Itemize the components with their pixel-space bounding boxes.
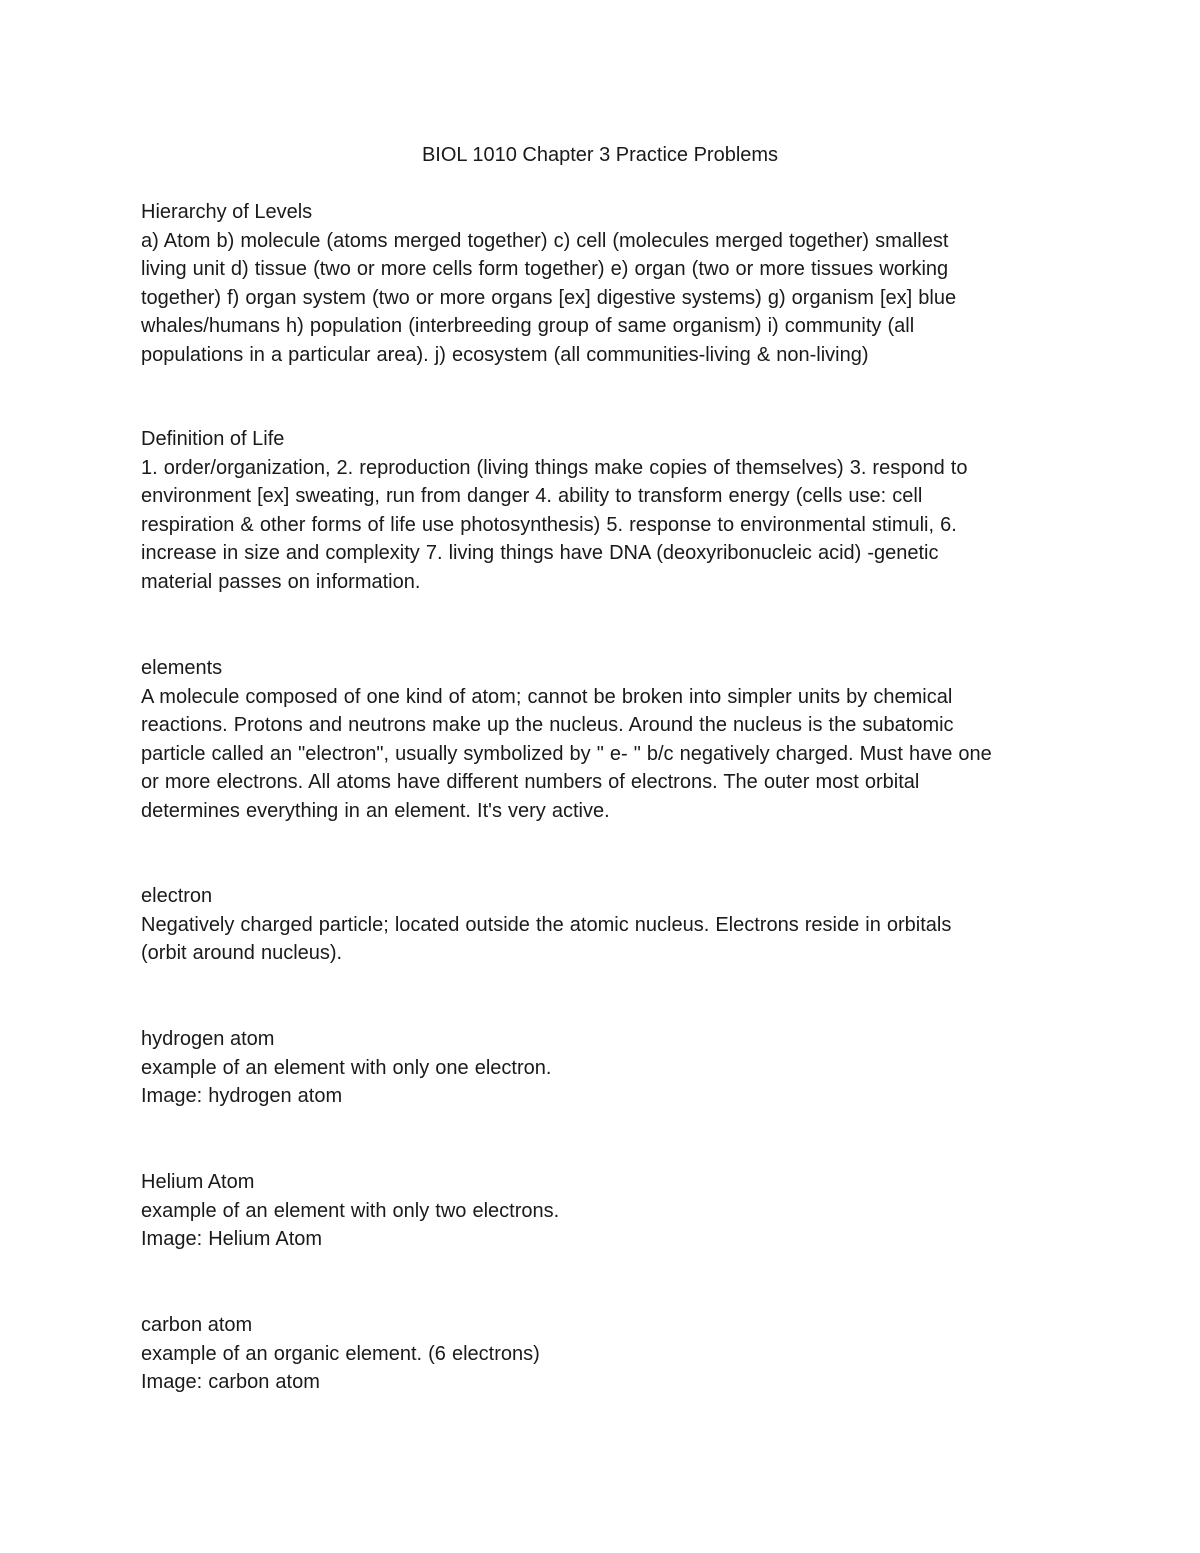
section-line: example of an organic element. (6 electrons)	[141, 1342, 540, 1365]
section-electron	[141, 882, 1061, 968]
section-line: a) Atom b) molecule (atoms merged together) c) cell (molecules merged together) smallest	[141, 229, 949, 252]
section-line: respiration & other forms of life use photosynthesis) 5. response to environmental stimuli, 6.	[141, 513, 957, 536]
section-line: Negatively charged particle; located outside the atomic nucleus. Electrons reside in orbitals	[141, 913, 952, 936]
section-definition-of-life	[141, 425, 1061, 596]
section-line: material passes on information.	[141, 570, 421, 593]
section-line: Image: carbon atom	[141, 1371, 320, 1393]
section-line: living unit d) tissue (two or more cells form together) e) organ (two or more tissues working	[141, 258, 949, 280]
section-line: whales/humans h) population (interbreeding group of same organism) i) community (all	[141, 315, 915, 337]
section-carbon-atom	[141, 1311, 1061, 1397]
section-heading: electron	[141, 885, 213, 907]
section-heading: Hierarchy of Levels	[141, 201, 313, 223]
document-title: BIOL 1010 Chapter 3 Practice Problems	[421, 144, 779, 166]
section-line: determines everything in an element. It's very active.	[141, 799, 610, 822]
section-heading: hydrogen atom	[141, 1028, 275, 1050]
section-line: Image: hydrogen atom	[141, 1085, 343, 1107]
section-line: environment [ex] sweating, run from danger 4. ability to transform energy (cells use: cell	[141, 485, 923, 507]
section-heading: elements	[141, 657, 223, 679]
section-heading: carbon atom	[141, 1314, 253, 1336]
section-line: together) f) organ system (two or more organs [ex] digestive systems) g) organism [ex] blue	[141, 286, 957, 309]
section-hydrogen-atom	[141, 1025, 1061, 1111]
section-line: Image: Helium Atom	[141, 1228, 323, 1250]
section-line: example of an element with only one electron.	[141, 1056, 552, 1079]
section-elements	[141, 654, 1061, 825]
section-line: particle called an "electron", usually symbolized by " e- " b/c negatively charged. Must have one	[141, 742, 992, 765]
section-line: example of an element with only two electrons.	[141, 1199, 560, 1222]
section-line: A molecule composed of one kind of atom; cannot be broken into simpler units by chemical	[141, 685, 953, 708]
section-heading: Definition of Life	[141, 428, 285, 450]
section-helium-atom	[141, 1168, 1061, 1254]
section-line: increase in size and complexity 7. living things have DNA (deoxyribonucleic acid) -genetic	[141, 542, 939, 564]
section-line: 1. order/organization, 2. reproduction (living things make copies of themselves) 3. respond to	[141, 456, 968, 479]
section-line: (orbit around nucleus).	[141, 942, 343, 964]
section-heading: Helium Atom	[141, 1171, 255, 1193]
section-line: or more electrons. All atoms have different numbers of electrons. The outer most orbital	[141, 771, 920, 793]
section-line: reactions. Protons and neutrons make up the nucleus. Around the nucleus is the subatomic	[141, 714, 954, 736]
section-line: populations in a particular area). j) ecosystem (all communities-living & non-living)	[141, 343, 869, 366]
section-hierarchy-of-levels	[141, 198, 1061, 369]
